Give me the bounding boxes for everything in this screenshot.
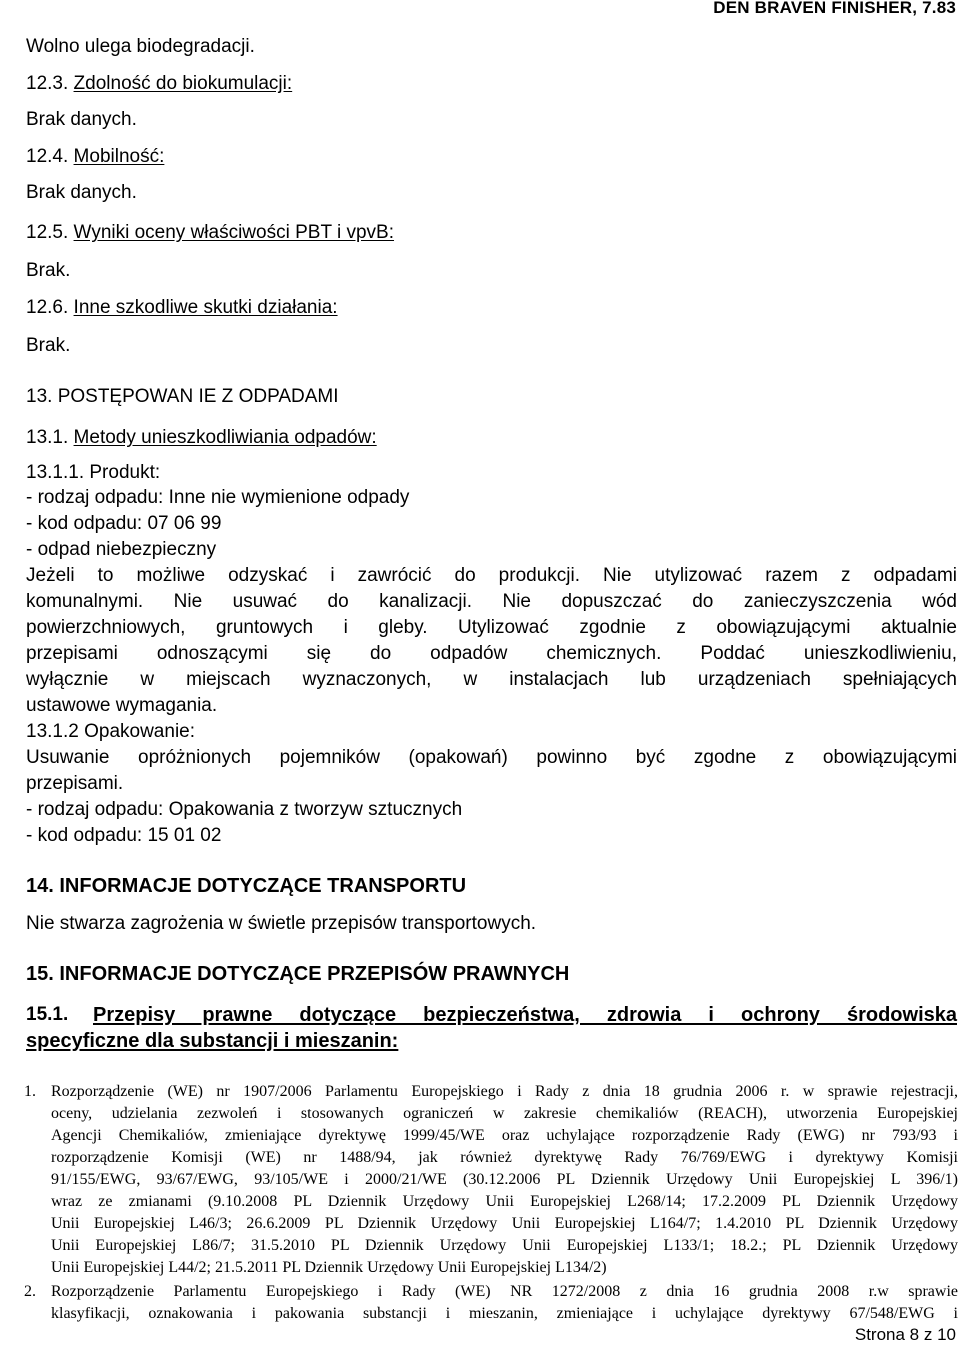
section-14-heading	[26, 875, 466, 898]
section-number: 12.6.	[26, 297, 69, 318]
paragraph-line: przepisami odnoszącymi się do odpadów chemicznych. Poddać unieszkodliwieniu,	[26, 643, 957, 664]
paragraph-line: przepisami.	[26, 773, 124, 794]
reference-text	[51, 1281, 958, 1325]
reference-line: klasyfikacji, oznakowania i pakowania substancji i mieszanin, zmieniające i uchylające dyrektywy 67/548/EWG i	[51, 1305, 958, 1322]
section-number: 13.1.	[26, 427, 69, 448]
packaging-waste-code: - kod odpadu: 15 01 02	[26, 825, 222, 846]
reference-text	[51, 1081, 958, 1279]
section-number: 12.5.	[26, 222, 69, 243]
section-title: Mobilność:	[73, 146, 165, 167]
waste-code-line: - kod odpadu: 07 06 99	[26, 513, 222, 534]
section-12-5-text: Brak.	[26, 260, 71, 281]
section-15-1-title-line-2: specyficzne dla substancji i mieszanin:	[26, 1030, 399, 1052]
paragraph-line: Jeżeli to możliwe odzyskać i zawrócić do produkcji. Nie utylizować razem z odpadami	[26, 565, 957, 586]
waste-type-line: - rodzaj odpadu: Inne nie wymienione odpady	[26, 487, 410, 508]
packaging-waste-type: - rodzaj odpadu: Opakowania z tworzyw sztucznych	[26, 799, 463, 820]
reference-2	[24, 1281, 958, 1325]
reference-line: oceny, udzielania zezwoleń i stosowanych ograniczeń w zakresie chemikaliów (REACH), utworzenia Europejskiej	[51, 1105, 958, 1122]
reference-line: Unii Europejskiej L44/2; 21.5.2011 PL Dziennik Urzędowy Unii Europejskiej L134/2)	[51, 1259, 607, 1276]
reference-1	[24, 1081, 958, 1281]
section-title: Wyniki oceny właściwości PBT i vpvB:	[73, 222, 395, 243]
reference-number: 1.	[24, 1083, 36, 1100]
reference-line: Rozporządzenie Parlamentu Europejskiego i Rady (WE) NR 1272/2008 z dnia 16 grudnia 2008 r.w sprawie	[51, 1283, 958, 1300]
section-title: Metody unieszkodliwiania odpadów:	[73, 427, 377, 448]
section-13-1-1-heading: 13.1.1. Produkt:	[26, 462, 161, 483]
section-title: Zdolność do biokumulacji:	[73, 73, 293, 94]
section-12-4-text: Brak danych.	[26, 182, 137, 203]
section-number: 12.3.	[26, 73, 69, 94]
reference-line: Agencji Chemikaliów, zmieniające dyrektywę 1999/45/WE oraz uchylające rozporządzenie Rady (EWG) nr 793/93 i	[51, 1127, 958, 1144]
section-15-1-number: 15.1.	[26, 1004, 69, 1025]
section-12-6-text: Brak.	[26, 335, 71, 356]
document-title: DEN BRAVEN FINISHER, 7.83	[713, 0, 956, 17]
section-15-heading: 15. INFORMACJE DOTYCZĄCE PRZEPISÓW PRAWNYCH	[26, 963, 570, 985]
section-title: INFORMACJE DOTYCZĄCE TRANSPORTU	[59, 875, 467, 897]
section-12-3-text: Brak danych.	[26, 109, 137, 130]
section-12-6-heading	[26, 295, 338, 321]
paragraph-line: ustawowe wymagania.	[26, 695, 218, 716]
section-13-1-heading	[26, 425, 377, 451]
section-12-5-heading	[26, 220, 394, 246]
section-12-3-heading	[26, 71, 292, 97]
reference-line: 91/155/EWG, 93/67/EWG, 93/105/WE i 2000/21/WE (30.12.2006 PL Dziennik Urzędowy Unii Europejskiej L 396/1)	[51, 1171, 958, 1188]
section-14-text: Nie stwarza zagrożenia w świetle przepisów transportowych.	[26, 913, 537, 934]
section-15-1-title-line-1: Przepisy prawne dotyczące bezpieczeństwa, zdrowia i ochrony środowiska	[93, 1004, 957, 1026]
section-13-heading: 13. POSTĘPOWAN IE Z ODPADAMI	[26, 386, 339, 407]
section-title: Inne szkodliwe skutki działania:	[73, 297, 338, 318]
section-12-4-heading	[26, 144, 164, 170]
biodegradation-text: Wolno ulega biodegradacji.	[26, 36, 255, 57]
section-number: 14.	[26, 875, 54, 897]
section-number: 12.4.	[26, 146, 69, 167]
reference-line: wraz ze zmianami (9.10.2008 PL Dziennik Urzędowy Unii Europejskiej L268/14; 17.2.2009 PL Dziennik Urzędowy	[51, 1193, 958, 1210]
page-number: Strona 8 z 10	[854, 1325, 956, 1344]
paragraph-line: Usuwanie opróżnionych pojemników (opakowań) powinno być zgodne z obowiązującymi	[26, 747, 957, 768]
paragraph-line: powierzchniowych, gruntowych i gleby. Utylizować zgodnie z obowiązującymi aktualnie	[26, 617, 957, 638]
paragraph-line: wyłącznie w miejscach wyznaczonych, w instalacjach lub urządzeniach spełniających	[26, 669, 957, 690]
reference-line: Unii Europejskiej L46/3; 26.6.2009 PL Dziennik Urzędowy Unii Europejskiej L164/7; 1.4.2010 PL Dziennik Urzędowy	[51, 1215, 958, 1232]
reference-line: rozporządzenie Komisji (WE) nr 1488/94, jak również dyrektywę Rady 76/769/EWG i dyrektywy Komisji	[51, 1149, 958, 1166]
reference-number: 2.	[24, 1283, 36, 1300]
reference-line: Unii Europejskiej L86/7; 31.5.2010 PL Dziennik Urzędowy Unii Europejskiej L133/1; 18.2.; PL Dziennik Urzędowy	[51, 1237, 958, 1254]
paragraph-line: komunalnymi. Nie usuwać do kanalizacji. Nie dopuszczać do zanieczyszczenia wód	[26, 591, 957, 612]
reference-line: Rozporządzenie (WE) nr 1907/2006 Parlamentu Europejskiego i Rady z dnia 18 grudnia 2006 r. w sprawie rejestracji,	[51, 1083, 958, 1100]
section-13-1-2-heading: 13.1.2 Opakowanie:	[26, 721, 196, 742]
hazardous-waste-line: - odpad niebezpieczny	[26, 539, 217, 560]
